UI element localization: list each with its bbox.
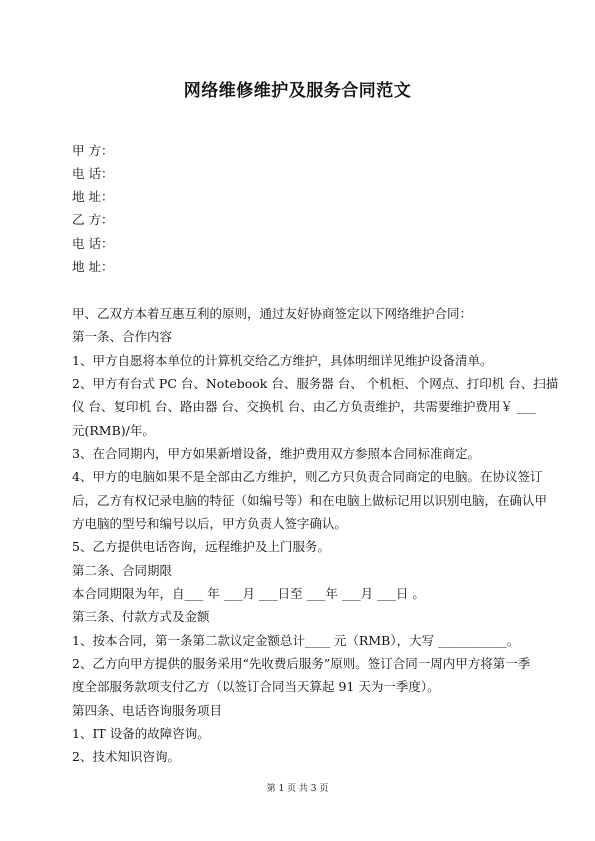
body-line: 后，乙方有权记录电脑的特征（如编号等）和在电脑上做标记用以识别电脑，在确认甲	[72, 493, 548, 508]
body-line: 元(RMB)/年。	[72, 423, 155, 438]
body-line: 方电脑的型号和编号以后，甲方负责人签字确认。	[72, 516, 348, 531]
party-a-address-label: 地 址：	[72, 189, 114, 204]
section-heading: 第一条、合作内容	[72, 329, 173, 344]
party-b-name-label: 乙 方：	[72, 212, 114, 227]
body-line: 1、按本合同，第一条第二款议定金额总计____ 元（RMB），大写 ___________。	[72, 633, 520, 648]
body-line: 仪 台、复印机 台、路由器 台、交换机 台、由乙方负责维护，共需要维护费用￥ ___	[72, 399, 536, 414]
body-line: 本合同期限为年，自___ 年 ___月 ___日至 ___年 ___月 ___日 。	[72, 586, 425, 601]
body-line: 4、甲方的电脑如果不是全部由乙方维护，则乙方只负责合同商定的电脑。在协议签订	[72, 469, 543, 484]
body-line: 1、IT 设备的故障咨询。	[72, 726, 210, 741]
section-heading: 第二条、合同期限	[72, 563, 173, 578]
body-line: 甲、乙双方本着互惠互利的原则，通过友好协商签定以下网络维护合同：	[72, 306, 473, 321]
body-line: 3、在合同期内，甲方如果新增设备，维护费用双方参照本合同标准商定。	[72, 446, 480, 461]
section-heading: 第四条、电话咨询服务项目	[72, 703, 223, 718]
body-line: 5、乙方提供电话咨询，远程维护及上门服务。	[72, 539, 330, 554]
party-b-address-label: 地 址：	[72, 259, 114, 274]
body-line: 2、乙方向甲方提供的服务采用“先收费后服务”原则。签订合同一周内甲方将第一季	[72, 656, 531, 671]
page-number-footer: 第 1 页 共 3 页	[266, 784, 329, 794]
party-b-phone-label: 电 话：	[72, 236, 114, 251]
body-line: 1、甲方自愿将本单位的计算机交给乙方维护，具体明细详见维护设备清单。	[72, 353, 493, 368]
body-line: 2、技术知识咨询。	[72, 749, 180, 764]
document-title: 网络维修维护及服务合同范文	[183, 81, 412, 101]
body-line: 2、甲方有台式 PC 台、Notebook 台、服务器 台、 个机柜、个网点、打印机 台、扫描	[72, 376, 559, 391]
party-a-name-label: 甲 方：	[72, 143, 114, 158]
party-a-phone-label: 电 话：	[72, 166, 114, 181]
section-heading: 第三条、付款方式及金额	[72, 609, 210, 624]
body-line: 度全部服务款项支付乙方（以签订合同当天算起 91 天为一季度）。	[72, 679, 440, 694]
